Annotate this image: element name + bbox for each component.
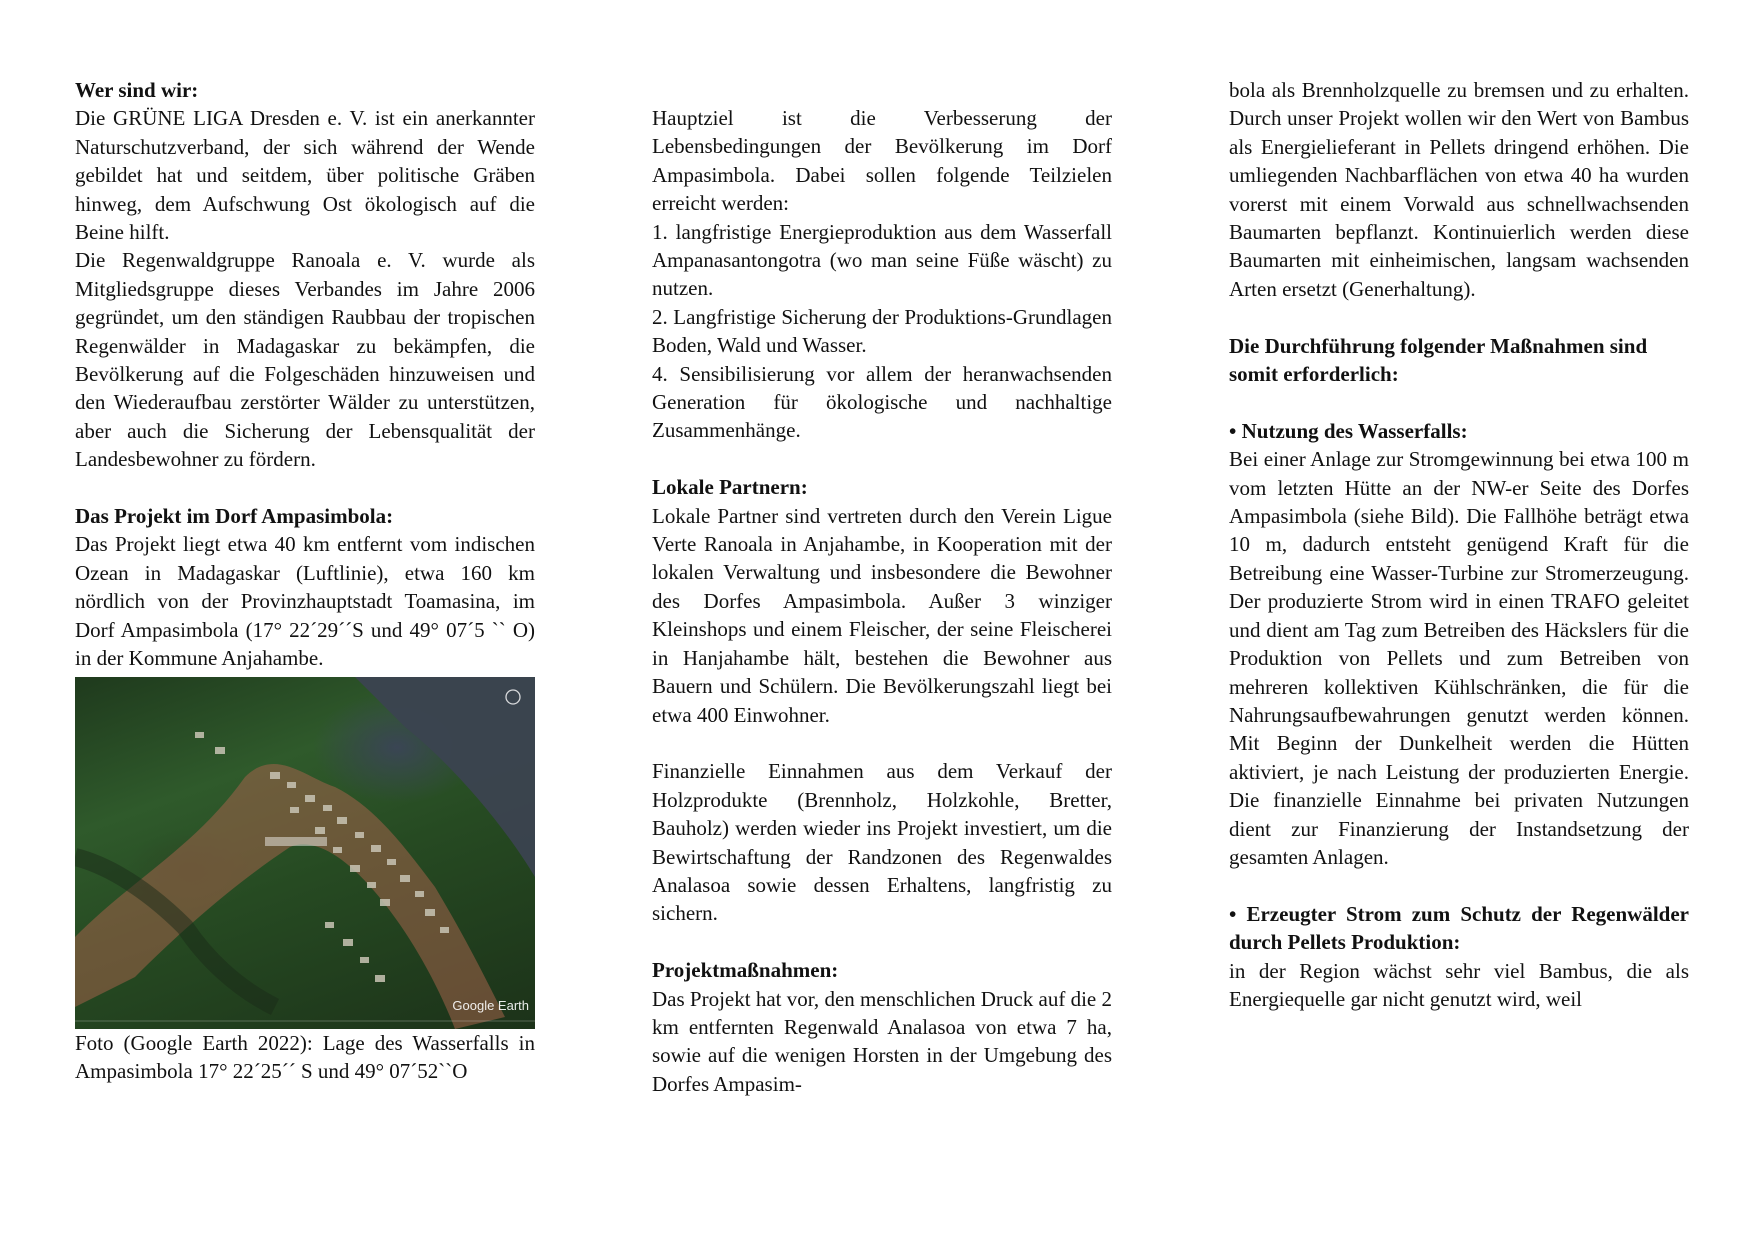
goal-item: 2. Langfristige Sicherung der Produktions-Grundlagen Boden, Wald und Wasser. xyxy=(652,304,1112,358)
satellite-photo xyxy=(75,677,535,1029)
column-middle xyxy=(652,104,1112,1098)
paragraph-projektmassnahmen: Das Projekt hat vor, den menschlichen Druck auf die 2 km entfernten Regenwald Analasoa von etwa 7 ha, sowie auf die wenigen Horsten in der Umgebung des Dorfes Ampasim- xyxy=(652,986,1112,1096)
google-earth-watermark: Google Earth xyxy=(452,998,529,1014)
heading-projektmassnahmen: Projektmaßnahmen: xyxy=(652,958,839,983)
bullet-title-wasserfall: • Nutzung des Wasserfalls: xyxy=(1229,418,1468,443)
column-left xyxy=(75,76,535,1085)
heading-lokale-partnern: Lokale Partnern: xyxy=(652,475,808,500)
paragraph-regenwaldgruppe: Die Regenwaldgruppe Ranoala e. V. wurde als Mitgliedsgruppe dieses Verbandes im Jahre 2006 gegründet, um den ständigen Raubbau der tropischen Regenwälder in Madagaskar zu bekämpfen, die Bevölkerung auf die Folgeschäden hinzuweisen und den Wiederaufbau zerstörter Wälder zu unterstützen, aber auch die Sicherung der Lebensqualität der Landesbewohner zu fördern. xyxy=(75,248,535,472)
paragraph-bambus: bola als Brennholzquelle zu bremsen und zu erhalten. Durch unser Projekt wollen wir den Wert von Bambus als Energielieferant in Pellets dringend erhöhen. Die umliegenden Nachbarflächen von etwa 40 ha wurden vorerst mit einem Vorwald aus schnellwachsenden Baumarten bepflanzt. Kontinuierlich werden diese Baumarten mit einheimischen, langsam wachsenden Arten ersetzt (Generhaltung). xyxy=(1229,78,1689,301)
paragraph-wasserfall: Bei einer Anlage zur Stromgewinnung bei etwa 100 m vom letzten Hütte an der NW-er Seite des Dorfes Ampasimbola (siehe Bild). Die Fallhöhe beträgt etwa 10 m, dadurch entsteht genügend Kraft für die Betreibung eine Wasser-Turbine zur Stromerzeugung. Der produzierte Strom wird in einen TRAFO geleitet und dient am Tag zum Betreiben des Häckslers für die Produktion von Pellets und zum Betreiben von mehreren kollektiven Kühlschränken, die für die Nahrungsaufbewahrungen genutzt werden können. Mit Beginn der Dunkelheit werden die Hütten aktiviert, je nach Leistung der produzierten Energie. Die finanzielle Einnahme bei privaten Nutzungen dient zur Finanzierung der Instandsetzung der gesamten Anlagen. xyxy=(1229,447,1689,869)
heading-wer-sind-wir: Wer sind wir: xyxy=(75,78,199,102)
heading-projekt-ampasimbola: Das Projekt im Dorf Ampasimbola: xyxy=(75,504,394,529)
paragraph-hauptziel: Hauptziel ist die Verbesserung der Lebensbedingungen der Bevölkerung im Dorf Ampasimbola. Dabei sollen folgende Teilzielen erreicht werden: xyxy=(652,106,1112,216)
photo-caption: Foto (Google Earth 2022): Lage des Wasserfalls in Ampasimbola 17° 22´25´´ S und 49° 07´52``O xyxy=(75,1030,535,1083)
heading-durchfuehrung: Die Durchführung folgender Maßnahmen sind somit erforderlich: xyxy=(1229,333,1648,387)
column-right xyxy=(1229,76,1689,1013)
goal-item: 4. Sensibilisierung vor allem der heranwachsenden Generation für ökologische und nachhaltige Zusammenhänge. xyxy=(652,361,1112,443)
paragraph-bambus-region: in der Region wächst sehr viel Bambus, die als Energiequelle gar nicht genutzt wird, weil xyxy=(1229,958,1689,1011)
paragraph-finanzielle-einnahmen: Finanzielle Einnahmen aus dem Verkauf der Holzprodukte (Brennholz, Holzkohle, Bretter, Bauholz) werden wieder ins Projekt investiert, um die Bewirtschaftung der Randzonen des Regenwaldes Analasoa sowie dessen Erhaltens, langfristig zu sichern. xyxy=(652,759,1112,926)
goal-item: 1. langfristige Energieproduktion aus dem Wasserfall Ampanasantongotra (wo man seine Füße wäscht) zu nutzen. xyxy=(652,219,1112,301)
paragraph-gruene-liga: Die GRÜNE LIGA Dresden e. V. ist ein anerkannter Naturschutzverband, der sich während der Wende gebildet hat und seitdem, über politische Gräben hinweg, dem Aufschwung Ost ökologisch auf die Beine hilft. xyxy=(75,106,535,245)
paragraph-lokale-partner: Lokale Partner sind vertreten durch den Verein Ligue Verte Ranoala in Anjahambe, in Kooperation mit der lokalen Verwaltung und insbesondere die Bewohner des Dorfes Ampasimbola. Außer 3 winziger Kleinshops und einem Fleischer, der seine Fleischerei in Hanjahambe hält, bestehen die Bewohner aus Bauern und Schülern. Die Bevölkerungszahl liegt bei etwa 400 Einwohner. xyxy=(652,503,1112,727)
goals-list xyxy=(652,218,1112,445)
bullet-title-strom-pellets: • Erzeugter Strom zum Schutz der Regenwälder durch Pellets Produktion: xyxy=(1229,901,1689,955)
paragraph-projekt-lage: Das Projekt liegt etwa 40 km entfernt vom indischen Ozean in Madagaskar (Luftlinie), etwa 160 km nördlich von der Provinzhauptstadt Toamasina, im Dorf Ampasimbola (17° 22´29´´S und 49° 07´5 `` O) in der Kommune Anjahambe. xyxy=(75,532,535,671)
